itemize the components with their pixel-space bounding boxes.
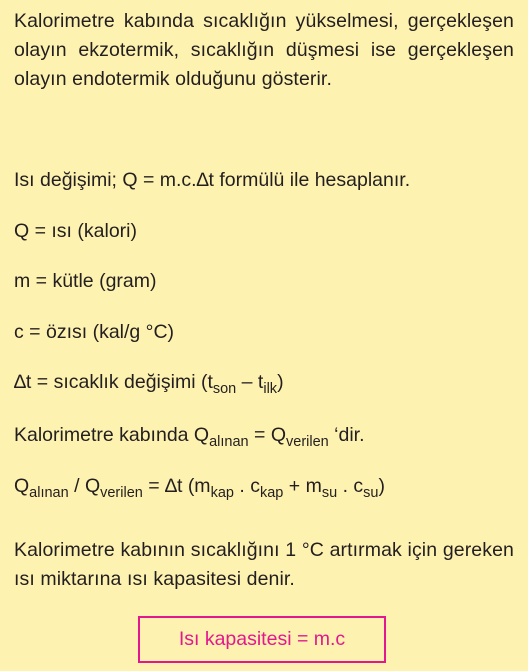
formula-slash: / Q <box>68 475 101 497</box>
subscript-verilen: verilen <box>286 434 329 450</box>
subscript-ilk: ilk <box>263 381 278 397</box>
formula-dot: . c <box>337 475 364 497</box>
definition-c: c = özısı (kal/g °C) <box>14 321 175 343</box>
heat-change-formula-text: Isı değişimi; Q = m.c.∆t formülü ile hesaplanır. <box>14 169 411 191</box>
subscript-alinan: alınan <box>29 485 69 501</box>
definition-delta-t <box>14 370 284 397</box>
equality-prefix: Kalorimetre kabında Q <box>14 424 210 446</box>
formula-plus: + m <box>283 475 322 497</box>
subscript-kap: kap <box>259 485 284 501</box>
delta-t-suffix: ) <box>277 371 284 393</box>
capacity-definition-paragraph: Kalorimetre kabının sıcaklığını 1 °C artırmak için gereken ısı miktarına ısı kapasitesi denir. <box>14 539 514 590</box>
formula-dot: . c <box>233 475 260 497</box>
subscript-alinan: alınan <box>209 434 249 450</box>
formula-close: ) <box>378 475 385 497</box>
heat-equality-statement <box>14 423 365 450</box>
subscript-su: su <box>321 485 338 501</box>
subscript-su: su <box>363 485 379 501</box>
subscript-verilen: verilen <box>100 485 143 501</box>
subscript-kap: kap <box>210 485 234 501</box>
formula-q: Q <box>14 475 30 497</box>
heat-capacity-box: Isı kapasitesi = m.c <box>138 616 386 663</box>
definition-m: m = kütle (gram) <box>14 270 157 292</box>
definition-q: Q = ısı (kalori) <box>14 220 137 242</box>
formula-equals: = ∆t (m <box>142 475 211 497</box>
equality-mid: = Q <box>248 424 287 446</box>
subscript-son: son <box>212 381 237 397</box>
delta-t-prefix: ∆t = sıcaklık değişimi (t <box>14 371 213 393</box>
calorimeter-formula <box>14 474 385 501</box>
intro-paragraph: Kalorimetre kabında sıcaklığın yükselmesi, gerçekleşen olayın ekzotermik, sıcaklığın düşmesi ise gerçekleşen olayın endotermik olduğunu gösterir. <box>14 10 514 90</box>
equality-suffix: ‘dir. <box>328 424 365 446</box>
delta-t-mid: – t <box>236 371 264 393</box>
